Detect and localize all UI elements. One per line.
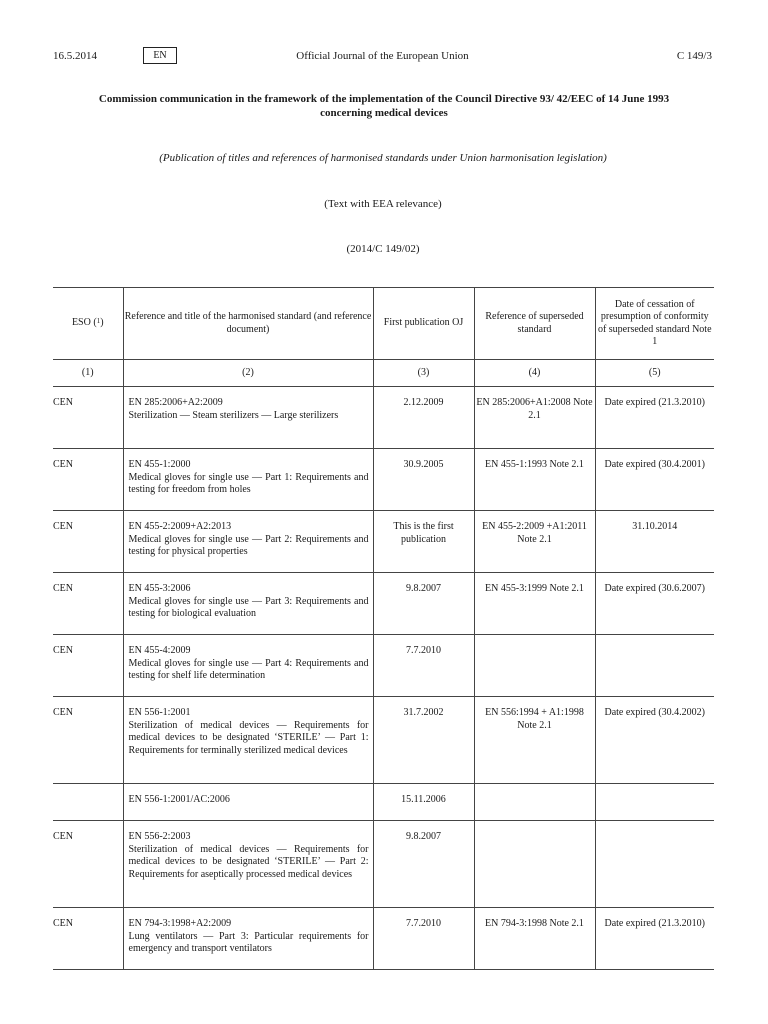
cell-eso: CEN bbox=[53, 635, 123, 697]
standard-title: Sterilization of medical devices — Requirements for medical devices to be designated ‘STERILE’ — Part 2: Requirements for aseptically processed medical devices bbox=[128, 843, 369, 880]
cell-cessation: Date expired (30.6.2007) bbox=[595, 573, 714, 635]
header-superseded: Reference of superseded standard bbox=[474, 288, 595, 360]
cell-eso: CEN bbox=[53, 573, 123, 635]
standard-title: Sterilization — Steam sterilizers — Large sterilizers bbox=[128, 409, 339, 421]
table-row bbox=[53, 821, 714, 908]
standard-ref: EN 455-4:2009 bbox=[128, 645, 191, 656]
table-row bbox=[53, 449, 714, 511]
standard-ref: EN 455-3:2006 bbox=[128, 583, 191, 594]
standard-ref: EN 794-3:1998+A2:2009 bbox=[128, 918, 232, 929]
cell-superseded bbox=[474, 635, 595, 697]
cell-reference bbox=[123, 697, 373, 784]
header-eso-label: ESO bbox=[71, 317, 91, 329]
journal-title: Official Journal of the European Union bbox=[296, 50, 469, 62]
cell-eso: CEN bbox=[53, 449, 123, 511]
cell-first-publication: 2.12.2009 bbox=[373, 387, 474, 449]
cell-reference bbox=[123, 387, 373, 449]
standard-ref: EN 285:2006+A2:2009 bbox=[128, 397, 223, 408]
column-number: (2) bbox=[123, 360, 373, 387]
header-cessation: Date of cessation of presumption of conformity of superseded standard Note 1 bbox=[595, 288, 714, 360]
standard-ref: EN 455-2:2009+A2:2013 bbox=[128, 521, 232, 532]
cell-reference bbox=[123, 821, 373, 908]
cell-eso: CEN bbox=[53, 697, 123, 784]
cell-first-publication: 9.8.2007 bbox=[373, 821, 474, 908]
cell-cessation: Date expired (21.3.2010) bbox=[595, 908, 714, 970]
cell-superseded: EN 556:1994 + A1:1998 Note 2.1 bbox=[474, 697, 595, 784]
cell-cessation bbox=[595, 821, 714, 908]
standard-title: Medical gloves for single use — Part 1: Requirements and testing for freedom from holes bbox=[128, 471, 369, 495]
document-title: Commission communication in the framework of the implementation of the Council Directive 93/ 42/EEC of 14 June 1993 concerning medical devices bbox=[98, 93, 670, 119]
standard-title: Lung ventilators — Part 3: Particular requirements for emergency and transport ventilators bbox=[128, 930, 369, 954]
header-reference: Reference and title of the harmonised standard (and reference document) bbox=[123, 288, 373, 360]
column-number: (3) bbox=[373, 360, 474, 387]
footnote-marker: 1 bbox=[96, 317, 101, 326]
table-row bbox=[53, 511, 714, 573]
cell-reference bbox=[123, 908, 373, 970]
cell-eso bbox=[53, 784, 123, 821]
cell-cessation: Date expired (30.4.2002) bbox=[595, 697, 714, 784]
cell-cessation bbox=[595, 784, 714, 821]
cell-superseded: EN 455-1:1993 Note 2.1 bbox=[474, 449, 595, 511]
cell-first-publication: 30.9.2005 bbox=[373, 449, 474, 511]
cell-cessation: Date expired (30.4.2001) bbox=[595, 449, 714, 511]
cell-first-publication: 7.7.2010 bbox=[373, 908, 474, 970]
eea-relevance: (Text with EEA relevance) bbox=[324, 198, 442, 210]
cell-first-publication: This is the first publication bbox=[373, 511, 474, 573]
cell-reference bbox=[123, 784, 373, 821]
standard-title: Medical gloves for single use — Part 3: Requirements and testing for biological evaluation bbox=[128, 595, 369, 619]
page-reference: C 149/3 bbox=[676, 50, 712, 62]
header-eso: ESO ($^1$) bbox=[53, 288, 123, 360]
cell-superseded bbox=[474, 821, 595, 908]
table-row bbox=[53, 697, 714, 784]
standard-ref: EN 556-2:2003 bbox=[128, 831, 191, 842]
cell-reference bbox=[123, 573, 373, 635]
standard-title: Sterilization of medical devices — Requirements for medical devices to be designated ‘STERILE’ — Part 1: Requirements for terminally sterilized medical devices bbox=[128, 719, 369, 756]
table-row bbox=[53, 784, 714, 821]
publication-date: 16.5.2014 bbox=[53, 50, 97, 62]
cell-eso: CEN bbox=[53, 908, 123, 970]
column-number: (1) bbox=[53, 360, 123, 387]
cell-first-publication: 7.7.2010 bbox=[373, 635, 474, 697]
column-number-row bbox=[53, 360, 714, 387]
cell-cessation: 31.10.2014 bbox=[595, 511, 714, 573]
column-number: (4) bbox=[474, 360, 595, 387]
cell-reference bbox=[123, 511, 373, 573]
cell-superseded bbox=[474, 784, 595, 821]
cell-reference bbox=[123, 449, 373, 511]
document-reference: (2014/C 149/02) bbox=[346, 243, 420, 255]
column-number: (5) bbox=[595, 360, 714, 387]
cell-eso: CEN bbox=[53, 387, 123, 449]
table-row bbox=[53, 573, 714, 635]
standard-ref: EN 556-1:2001/AC:2006 bbox=[128, 794, 230, 805]
cell-eso: CEN bbox=[53, 511, 123, 573]
cell-superseded: EN 455-3:1999 Note 2.1 bbox=[474, 573, 595, 635]
cell-first-publication: 31.7.2002 bbox=[373, 697, 474, 784]
cell-cessation: Date expired (21.3.2010) bbox=[595, 387, 714, 449]
cell-first-publication: 15.11.2006 bbox=[373, 784, 474, 821]
standards-table bbox=[53, 287, 714, 970]
cell-superseded: EN 285:2006+A1:2008 Note 2.1 bbox=[474, 387, 595, 449]
document-subtitle: (Publication of titles and references of harmonised standards under Union harmonisation legislation) bbox=[159, 152, 607, 164]
standard-ref: EN 455-1:2000 bbox=[128, 459, 191, 470]
table-header-row bbox=[53, 288, 714, 360]
table-row bbox=[53, 908, 714, 970]
cell-eso: CEN bbox=[53, 821, 123, 908]
header-first-publication: First publication OJ bbox=[373, 288, 474, 360]
standard-title: Medical gloves for single use — Part 2: Requirements and testing for physical properties bbox=[128, 533, 369, 557]
cell-first-publication: 9.8.2007 bbox=[373, 573, 474, 635]
journal-header bbox=[53, 50, 712, 66]
cell-reference bbox=[123, 635, 373, 697]
standard-ref: EN 556-1:2001 bbox=[128, 707, 191, 718]
cell-cessation bbox=[595, 635, 714, 697]
standard-title: Medical gloves for single use — Part 4: Requirements and testing for shelf life determination bbox=[128, 657, 369, 681]
table-row bbox=[53, 635, 714, 697]
cell-superseded: EN 794-3:1998 Note 2.1 bbox=[474, 908, 595, 970]
table-row bbox=[53, 387, 714, 449]
language-badge: EN bbox=[143, 47, 177, 64]
cell-superseded: EN 455-2:2009 +A1:2011 Note 2.1 bbox=[474, 511, 595, 573]
